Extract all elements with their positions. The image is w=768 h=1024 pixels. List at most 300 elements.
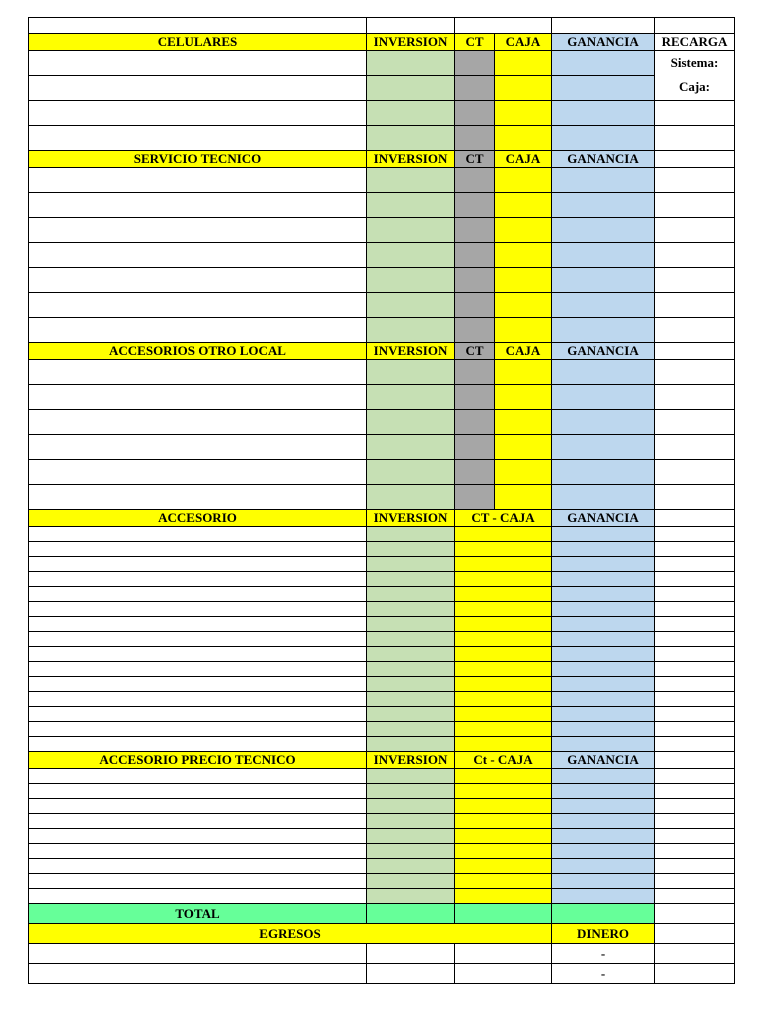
cell[interactable] (655, 964, 735, 984)
cell-ct-caja[interactable] (455, 737, 552, 752)
cash-sheet-body (29, 18, 735, 984)
dinero-value[interactable]: - (552, 944, 655, 964)
cell-ganancia[interactable] (552, 168, 655, 193)
cell-ct[interactable] (455, 101, 495, 126)
col-caja-header: CAJA (495, 343, 552, 360)
cell-caja[interactable] (495, 243, 552, 268)
cell-ct-caja[interactable] (455, 799, 552, 814)
cell-inversion[interactable] (367, 168, 455, 193)
cell[interactable] (655, 799, 735, 814)
table-row (29, 243, 735, 268)
cell-description[interactable] (29, 101, 367, 126)
cell-ganancia[interactable] (552, 844, 655, 859)
cash-sheet-table (28, 17, 735, 984)
col-ganancia-header: GANANCIA (552, 151, 655, 168)
cell-description[interactable] (29, 542, 367, 557)
cell-caja[interactable] (495, 126, 552, 151)
cell-caja[interactable] (495, 218, 552, 243)
cell[interactable] (655, 268, 735, 293)
cell-inversion[interactable] (367, 360, 455, 385)
cell-inversion[interactable] (367, 617, 455, 632)
cell-description[interactable] (29, 647, 367, 662)
cell[interactable] (655, 677, 735, 692)
cell-description[interactable] (29, 602, 367, 617)
cell-ct-caja[interactable] (455, 647, 552, 662)
cell-inversion[interactable] (367, 632, 455, 647)
section-title: ACCESORIO PRECIO TECNICO (29, 752, 367, 769)
cell-inversion[interactable] (367, 572, 455, 587)
cell-description[interactable] (29, 168, 367, 193)
cell-inversion[interactable] (367, 76, 455, 101)
cell-ct-caja[interactable] (455, 707, 552, 722)
cell-caja[interactable] (495, 101, 552, 126)
cell[interactable] (655, 385, 735, 410)
cell[interactable] (655, 542, 735, 557)
cell-description[interactable] (29, 829, 367, 844)
cell[interactable] (367, 964, 455, 984)
cell-ganancia[interactable] (552, 51, 655, 76)
cell-ct-caja[interactable] (455, 814, 552, 829)
cell[interactable] (655, 18, 735, 34)
cell-ct[interactable] (455, 385, 495, 410)
table-row (29, 572, 735, 587)
cell-inversion[interactable] (367, 51, 455, 76)
cell[interactable] (367, 944, 455, 964)
cell-ganancia[interactable] (552, 557, 655, 572)
cell-inversion[interactable] (367, 268, 455, 293)
section-title: ACCESORIO (29, 510, 367, 527)
cell-description[interactable] (29, 435, 367, 460)
col-inversion-header: INVERSION (367, 510, 455, 527)
cell-description[interactable] (29, 557, 367, 572)
cell-caja[interactable] (495, 268, 552, 293)
cell[interactable] (655, 360, 735, 385)
cell-description[interactable] (29, 784, 367, 799)
cell-ganancia[interactable] (552, 632, 655, 647)
total-ct-caja[interactable] (455, 904, 552, 924)
table-row (29, 647, 735, 662)
cell-caja[interactable] (495, 410, 552, 435)
cell-inversion[interactable] (367, 218, 455, 243)
cell[interactable] (655, 692, 735, 707)
cell-inversion[interactable] (367, 859, 455, 874)
cell-inversion[interactable] (367, 542, 455, 557)
cell-ganancia[interactable] (552, 360, 655, 385)
cell-ct[interactable] (455, 168, 495, 193)
cell-ct[interactable] (455, 435, 495, 460)
cell-inversion[interactable] (367, 485, 455, 510)
col-caja-header: CAJA (495, 151, 552, 168)
cell-description[interactable] (29, 51, 367, 76)
cell-ct[interactable] (455, 410, 495, 435)
cell-description[interactable] (29, 707, 367, 722)
cell[interactable] (655, 647, 735, 662)
cell[interactable] (655, 435, 735, 460)
cell[interactable] (655, 293, 735, 318)
cell-description[interactable] (29, 587, 367, 602)
dinero-value[interactable]: - (552, 964, 655, 984)
cell-ct-caja[interactable] (455, 542, 552, 557)
col-inversion-header: INVERSION (367, 752, 455, 769)
cell-ct[interactable] (455, 76, 495, 101)
cell-caja[interactable] (495, 460, 552, 485)
cell-ganancia[interactable] (552, 784, 655, 799)
cell[interactable] (655, 572, 735, 587)
egresos-label: EGRESOS (29, 924, 552, 944)
cell-description[interactable] (29, 814, 367, 829)
cell[interactable] (655, 859, 735, 874)
cell-description[interactable] (29, 677, 367, 692)
table-row (29, 51, 735, 76)
cell[interactable] (655, 243, 735, 268)
cell[interactable] (655, 632, 735, 647)
cell-ganancia[interactable] (552, 889, 655, 904)
cell-ct-caja[interactable] (455, 572, 552, 587)
table-row (29, 76, 735, 101)
cell-description[interactable] (29, 859, 367, 874)
table-row (29, 617, 735, 632)
cell-caja[interactable] (495, 435, 552, 460)
cell-ct-caja[interactable] (455, 769, 552, 784)
cell-inversion[interactable] (367, 243, 455, 268)
cell[interactable] (655, 193, 735, 218)
cell-description[interactable] (29, 617, 367, 632)
cell-ganancia[interactable] (552, 692, 655, 707)
cell[interactable] (655, 557, 735, 572)
table-row (29, 527, 735, 542)
cell[interactable] (655, 101, 735, 126)
total-inversion[interactable] (367, 904, 455, 924)
cell-ct-caja[interactable] (455, 602, 552, 617)
cell-inversion[interactable] (367, 784, 455, 799)
cell-ct[interactable] (455, 126, 495, 151)
cell-description[interactable] (29, 662, 367, 677)
cell-description[interactable] (29, 722, 367, 737)
cell[interactable] (655, 829, 735, 844)
cell-description[interactable] (29, 218, 367, 243)
cell[interactable] (655, 784, 735, 799)
cell-description[interactable] (29, 692, 367, 707)
cell-inversion[interactable] (367, 435, 455, 460)
cell-ct[interactable] (455, 193, 495, 218)
cell-ganancia[interactable] (552, 435, 655, 460)
table-row (29, 799, 735, 814)
cell-ganancia[interactable] (552, 677, 655, 692)
cell-description[interactable] (29, 485, 367, 510)
table-row (29, 218, 735, 243)
table-row (29, 18, 735, 34)
cell[interactable] (655, 904, 735, 924)
cell-ganancia[interactable] (552, 647, 655, 662)
cell-ct-caja[interactable] (455, 662, 552, 677)
cell-ct-caja[interactable] (455, 527, 552, 542)
cell[interactable] (655, 707, 735, 722)
cell-description[interactable] (29, 737, 367, 752)
cell[interactable] (367, 18, 455, 34)
cell-ct-caja[interactable] (455, 632, 552, 647)
cell[interactable] (655, 752, 735, 769)
cell-ct-caja[interactable] (455, 889, 552, 904)
cell-inversion[interactable] (367, 587, 455, 602)
cell-ganancia[interactable] (552, 722, 655, 737)
cell-description[interactable] (29, 964, 367, 984)
cell-ganancia[interactable] (552, 293, 655, 318)
cell-description[interactable] (29, 944, 367, 964)
cell-ganancia[interactable] (552, 410, 655, 435)
table-row (29, 101, 735, 126)
col-ganancia-header: GANANCIA (552, 752, 655, 769)
cell-ct-caja[interactable] (455, 722, 552, 737)
cell-inversion[interactable] (367, 722, 455, 737)
total-ganancia[interactable] (552, 904, 655, 924)
cell-ganancia[interactable] (552, 814, 655, 829)
cell-ganancia[interactable] (552, 527, 655, 542)
cell[interactable] (655, 814, 735, 829)
cell-ganancia[interactable] (552, 707, 655, 722)
table-row (29, 360, 735, 385)
cell-inversion[interactable] (367, 692, 455, 707)
cell-description[interactable] (29, 889, 367, 904)
table-row (29, 769, 735, 784)
cell-inversion[interactable] (367, 557, 455, 572)
cell-ct[interactable] (455, 460, 495, 485)
cell-ct[interactable] (455, 485, 495, 510)
cell-ganancia[interactable] (552, 662, 655, 677)
table-row (29, 318, 735, 343)
table-row (29, 410, 735, 435)
cell-inversion[interactable] (367, 293, 455, 318)
egresos-row (29, 924, 735, 944)
cell-description[interactable] (29, 360, 367, 385)
cell-description[interactable] (29, 293, 367, 318)
cell[interactable] (455, 18, 552, 34)
cell-caja[interactable] (495, 318, 552, 343)
cell-description[interactable] (29, 76, 367, 101)
table-row (29, 435, 735, 460)
cell[interactable] (655, 662, 735, 677)
cell-ganancia[interactable] (552, 101, 655, 126)
cell-ct-caja[interactable] (455, 677, 552, 692)
cell[interactable] (655, 410, 735, 435)
table-row (29, 602, 735, 617)
cell-ganancia[interactable] (552, 737, 655, 752)
cell-inversion[interactable] (367, 126, 455, 151)
cell-inversion[interactable] (367, 814, 455, 829)
cell[interactable] (655, 151, 735, 168)
cell-ganancia[interactable] (552, 769, 655, 784)
cell-description[interactable] (29, 799, 367, 814)
recarga-sistema-label: Sistema: (655, 51, 735, 76)
cell-description[interactable] (29, 460, 367, 485)
cell-ganancia[interactable] (552, 829, 655, 844)
cell[interactable] (655, 944, 735, 964)
cell[interactable] (655, 126, 735, 151)
section-header-accesorio (29, 510, 735, 527)
table-row (29, 460, 735, 485)
cell[interactable] (455, 964, 552, 984)
cell-inversion[interactable] (367, 829, 455, 844)
table-row (29, 193, 735, 218)
cell-caja[interactable] (495, 51, 552, 76)
cell-inversion[interactable] (367, 677, 455, 692)
col-ganancia-header: GANANCIA (552, 343, 655, 360)
cell-inversion[interactable] (367, 527, 455, 542)
cell-ganancia[interactable] (552, 76, 655, 101)
table-row (29, 784, 735, 799)
cell-ganancia[interactable] (552, 243, 655, 268)
cell-ganancia[interactable] (552, 572, 655, 587)
cell-ct-caja[interactable] (455, 874, 552, 889)
cell-description[interactable] (29, 193, 367, 218)
cell-caja[interactable] (495, 360, 552, 385)
cell-ct[interactable] (455, 318, 495, 343)
cell-inversion[interactable] (367, 889, 455, 904)
cell-ct[interactable] (455, 243, 495, 268)
table-row (29, 737, 735, 752)
section-title: ACCESORIOS OTRO LOCAL (29, 343, 367, 360)
cell-ganancia[interactable] (552, 460, 655, 485)
cell-caja[interactable] (495, 193, 552, 218)
table-row (29, 692, 735, 707)
cell[interactable] (29, 18, 367, 34)
section-title: CELULARES (29, 34, 367, 51)
cell-description[interactable] (29, 243, 367, 268)
cell-ct-caja[interactable] (455, 784, 552, 799)
cell-caja[interactable] (495, 293, 552, 318)
cell-description[interactable] (29, 572, 367, 587)
cell-ct[interactable] (455, 218, 495, 243)
cell[interactable] (655, 617, 735, 632)
cell-inversion[interactable] (367, 101, 455, 126)
cell-ganancia[interactable] (552, 126, 655, 151)
cell-ct-caja[interactable] (455, 829, 552, 844)
cell[interactable] (655, 769, 735, 784)
cell-inversion[interactable] (367, 707, 455, 722)
cell[interactable] (455, 944, 552, 964)
cell-ganancia[interactable] (552, 859, 655, 874)
section-header-accesorio-precio-tecnico (29, 752, 735, 769)
cell-inversion[interactable] (367, 460, 455, 485)
table-row (29, 722, 735, 737)
cell-description[interactable] (29, 844, 367, 859)
cell-inversion[interactable] (367, 410, 455, 435)
cell[interactable] (552, 18, 655, 34)
cell-description[interactable] (29, 410, 367, 435)
table-row (29, 829, 735, 844)
cell-ct[interactable] (455, 293, 495, 318)
cell-ct-caja[interactable] (455, 844, 552, 859)
cell-ct-caja[interactable] (455, 617, 552, 632)
cell-ganancia[interactable] (552, 318, 655, 343)
cell-ganancia[interactable] (552, 218, 655, 243)
cell-description[interactable] (29, 385, 367, 410)
cell-ganancia[interactable] (552, 617, 655, 632)
cell[interactable] (655, 168, 735, 193)
cell-inversion[interactable] (367, 385, 455, 410)
col-inversion-header: INVERSION (367, 34, 455, 51)
cell-caja[interactable] (495, 385, 552, 410)
cell-ganancia[interactable] (552, 874, 655, 889)
cell-description[interactable] (29, 874, 367, 889)
cell-caja[interactable] (495, 76, 552, 101)
cell-inversion[interactable] (367, 193, 455, 218)
table-row (29, 557, 735, 572)
table-row (29, 677, 735, 692)
cell-ganancia[interactable] (552, 485, 655, 510)
cell[interactable] (655, 527, 735, 542)
cell-description[interactable] (29, 632, 367, 647)
cell[interactable] (655, 318, 735, 343)
cell-ganancia[interactable] (552, 587, 655, 602)
cell-ct-caja[interactable] (455, 692, 552, 707)
cell[interactable] (655, 485, 735, 510)
cell-ct-caja[interactable] (455, 587, 552, 602)
cell-inversion[interactable] (367, 737, 455, 752)
cell[interactable] (655, 218, 735, 243)
table-row (29, 889, 735, 904)
table-row (29, 385, 735, 410)
cell-ct-caja[interactable] (455, 859, 552, 874)
cell[interactable] (655, 889, 735, 904)
cell[interactable] (655, 844, 735, 859)
cell-ganancia[interactable] (552, 542, 655, 557)
cell[interactable] (655, 602, 735, 617)
cell[interactable] (655, 722, 735, 737)
cell[interactable] (655, 874, 735, 889)
cell-ganancia[interactable] (552, 385, 655, 410)
cell-ganancia[interactable] (552, 799, 655, 814)
cell[interactable] (655, 737, 735, 752)
recarga-title: RECARGA (655, 34, 735, 51)
cell-description[interactable] (29, 527, 367, 542)
cell-inversion[interactable] (367, 874, 455, 889)
col-inversion-header: INVERSION (367, 343, 455, 360)
cell-ct-caja[interactable] (455, 557, 552, 572)
cell-ct[interactable] (455, 268, 495, 293)
cell[interactable] (655, 510, 735, 527)
cell-inversion[interactable] (367, 844, 455, 859)
cell-description[interactable] (29, 769, 367, 784)
table-row (29, 662, 735, 677)
section-header-celulares (29, 34, 735, 51)
table-row (29, 632, 735, 647)
cell-inversion[interactable] (367, 662, 455, 677)
cell[interactable] (655, 460, 735, 485)
cell-ct[interactable] (455, 51, 495, 76)
cell-caja[interactable] (495, 168, 552, 193)
cell-caja[interactable] (495, 485, 552, 510)
cell-description[interactable] (29, 126, 367, 151)
cell-inversion[interactable] (367, 602, 455, 617)
cell-inversion[interactable] (367, 318, 455, 343)
cell-ganancia[interactable] (552, 268, 655, 293)
cell-ganancia[interactable] (552, 193, 655, 218)
cell[interactable] (655, 924, 735, 944)
cell-ganancia[interactable] (552, 602, 655, 617)
cell-description[interactable] (29, 318, 367, 343)
cell-inversion[interactable] (367, 647, 455, 662)
cell-description[interactable] (29, 268, 367, 293)
col-ct-header: CT (455, 151, 495, 168)
cell-ct[interactable] (455, 360, 495, 385)
table-row (29, 859, 735, 874)
total-label: TOTAL (29, 904, 367, 924)
cell[interactable] (655, 587, 735, 602)
cell-inversion[interactable] (367, 799, 455, 814)
cell[interactable] (655, 343, 735, 360)
col-ct-header: CT (455, 34, 495, 51)
cell-inversion[interactable] (367, 769, 455, 784)
